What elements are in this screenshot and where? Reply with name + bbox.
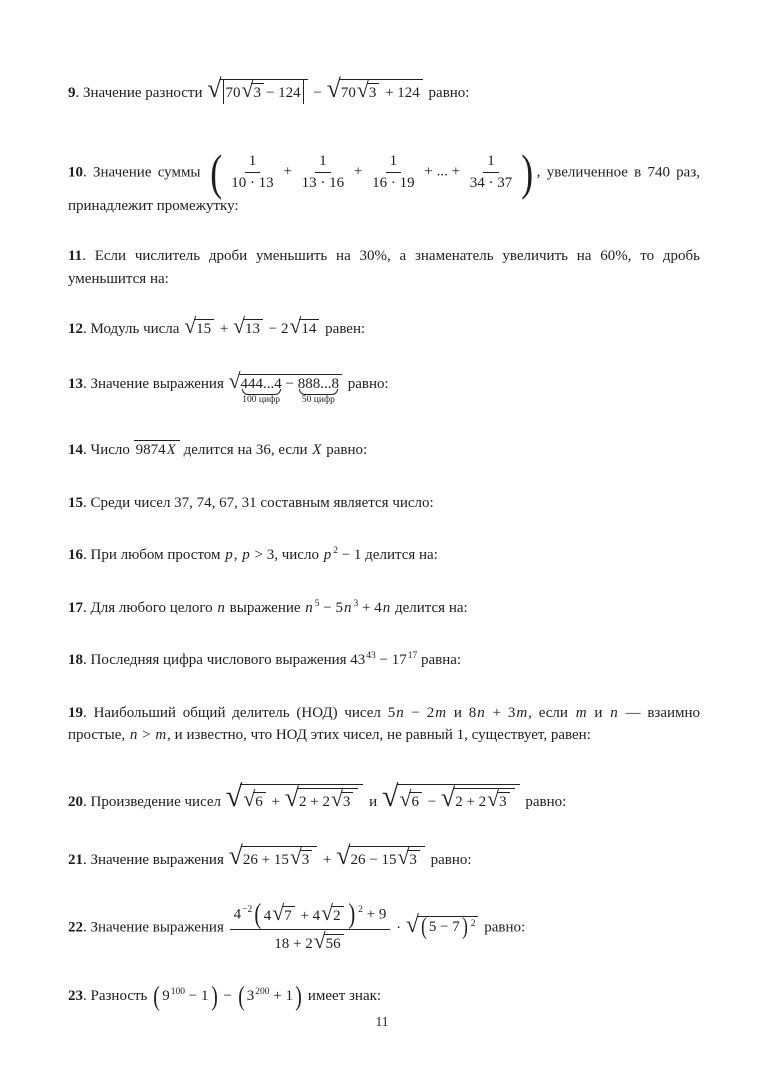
underbrace-group [240, 375, 282, 406]
math-expression [228, 897, 481, 953]
superscript: 3 [353, 598, 359, 609]
fraction [368, 152, 419, 193]
fraction-denominator [270, 930, 349, 955]
math-variable: n [217, 599, 225, 616]
radical-sign-icon: √ [381, 778, 399, 813]
math-variable: n [344, 599, 352, 616]
math-expression [151, 981, 304, 1012]
radical-sign-icon: √ [272, 901, 285, 926]
text-run: 444...4 [240, 375, 282, 392]
problem-number-separator: . [83, 321, 91, 338]
text-run: · [392, 919, 405, 936]
superscript: 43 [366, 651, 376, 662]
fraction [230, 897, 391, 954]
problem-number: 12 [68, 321, 83, 338]
text-run: − [309, 85, 326, 101]
problem-number-separator: . [83, 442, 91, 459]
text-run: делится на: [361, 547, 438, 564]
text-run: − [423, 793, 440, 810]
sqrt-radical [184, 316, 214, 340]
text-run: равно: [521, 793, 567, 810]
radical-sign-icon: √ [184, 314, 197, 339]
problem-number-separator: . [83, 599, 91, 616]
problem-number-separator: . [83, 494, 91, 511]
math-variable: n [610, 704, 618, 721]
math-expression [350, 652, 417, 668]
text-run: Наибольший общий делитель (НОД) чисел [93, 704, 388, 721]
problem-number-separator: . [83, 375, 91, 392]
text-run: 9874 [135, 442, 166, 459]
paren-group [253, 897, 356, 930]
underbrace-label: 100 цифр [242, 395, 281, 406]
problem [68, 368, 700, 406]
problem [68, 144, 701, 218]
text-run: 34 · 37 [469, 175, 513, 192]
text-run: + 124 [381, 85, 420, 101]
text-run: 14 [301, 321, 317, 338]
text-run: 16 · 19 [372, 175, 415, 192]
problem-number: 20 [68, 793, 83, 810]
radical-sign-icon: √ [313, 928, 326, 953]
text-run: + 1 [269, 988, 293, 1005]
text-run: + [279, 164, 296, 181]
fraction-numerator [245, 152, 261, 173]
paren-group [237, 981, 304, 1012]
radical-sign-icon: √ [228, 841, 243, 871]
text-run: 2 + 2 [299, 793, 330, 810]
radical-sign-icon: √ [326, 74, 341, 103]
math-variable: n [396, 704, 404, 721]
text-run: 6 [411, 793, 419, 810]
radical-sign-icon: √ [487, 786, 500, 811]
text-run: Если числитель дроби уменьшить на 30%, а знаменатель увеличить на 60%, то дробь уменьшится на: [68, 248, 700, 287]
problem-number-separator: . [83, 547, 91, 564]
sqrt-radical [313, 928, 344, 955]
text-run: Среди чисел 37, 74, 67, 31 составным является число: [90, 494, 434, 511]
problem-number: 10 [68, 164, 83, 181]
problem-number: 13 [68, 375, 83, 392]
math-variable: n [477, 704, 485, 721]
fraction-numerator [386, 152, 402, 173]
text-run: 26 + 15 [242, 852, 289, 869]
problem-number: 15 [68, 494, 83, 511]
text-run: , если [528, 704, 575, 721]
sqrt-radical [243, 786, 265, 813]
radical-sign-icon: √ [289, 314, 302, 339]
math-variable: n [305, 599, 313, 616]
text-run: − 1 [337, 547, 362, 564]
radical-sign-icon: √ [399, 786, 412, 811]
text-run: + [216, 321, 233, 338]
problem-number: 16 [68, 547, 83, 564]
paren-group [420, 914, 469, 941]
underbrace-label: 50 цифр [301, 395, 335, 406]
text-run: − 1 [185, 988, 209, 1005]
text-run: + 4 [296, 908, 321, 925]
sqrt-radical [207, 76, 307, 104]
text-run: 26 − 15 [350, 852, 397, 869]
text-run: + [319, 852, 336, 869]
text-run: − 17 [375, 652, 407, 669]
text-run: 8 [468, 704, 477, 721]
right-paren: ) [210, 981, 218, 1012]
math-expression [225, 778, 366, 813]
text-run: 4 [263, 908, 272, 925]
text-run: 1 [487, 153, 495, 170]
problem-number-separator: . [83, 652, 91, 669]
radical-sign-icon: √ [207, 74, 222, 103]
paren-group [208, 144, 536, 200]
overline-group [134, 440, 180, 459]
math-expression [304, 600, 391, 616]
math-expression [381, 778, 522, 813]
radical-sign-icon: √ [225, 778, 243, 813]
superscript: 100 [170, 987, 186, 998]
paren-group [152, 981, 219, 1012]
radical-sign-icon: √ [356, 78, 369, 102]
sqrt-radical [399, 786, 422, 813]
text-run: > 3, [250, 547, 278, 564]
fraction-numerator [230, 897, 391, 930]
text-run: Значение суммы [92, 164, 207, 181]
text-run: + [350, 164, 367, 181]
sqrt-radical [331, 786, 353, 813]
sqrt-radical [357, 80, 379, 104]
right-paren: ) [347, 897, 355, 930]
math-variable: p [242, 547, 250, 564]
underbrace-group [297, 375, 339, 406]
problem-number: 17 [68, 599, 83, 616]
sqrt-radical [440, 782, 515, 813]
radical-sign-icon: √ [321, 901, 334, 926]
sqrt-radical [228, 368, 342, 406]
text-run: 10 · 13 [231, 175, 274, 192]
text-run: 70 [225, 85, 241, 101]
math-expression [388, 705, 447, 721]
text-run: 3 [368, 85, 377, 101]
sqrt-radical [336, 843, 425, 871]
problem [68, 245, 700, 290]
problem-number-separator: . [83, 852, 91, 869]
text-run: имеет знак: [304, 988, 382, 1005]
sqrt-radical [327, 76, 423, 104]
text-run: > [138, 727, 155, 744]
text-run: равно: [424, 85, 470, 101]
radical-sign-icon: √ [228, 368, 241, 393]
radical-sign-icon: √ [397, 845, 410, 870]
text-run: 9 [162, 988, 170, 1005]
text-run: 18 + 2 [274, 935, 313, 952]
text-run: 3 [409, 852, 417, 869]
radical-sign-icon: √ [284, 782, 300, 812]
fraction-denominator [298, 173, 349, 193]
math-variable: p [323, 547, 332, 564]
problem-number-separator: . [82, 248, 95, 265]
text-run: Значение выражения [90, 919, 228, 936]
sqrt-radical [487, 786, 509, 813]
text-run: 1 [389, 153, 398, 170]
text-run: 3 [246, 988, 255, 1005]
text-run: число [277, 547, 323, 564]
text-run: 1 [319, 153, 327, 170]
math-variable: m [155, 727, 167, 744]
text-run: + 9 [362, 906, 387, 923]
superscript: 2 [470, 918, 476, 929]
problem [68, 492, 700, 515]
sqrt-radical [284, 782, 359, 813]
problem [68, 597, 700, 620]
math-expression [134, 442, 180, 458]
problem-number-separator: . [83, 919, 91, 936]
superscript: 17 [407, 651, 418, 662]
text-run: 13 · 16 [301, 175, 345, 192]
text-run: 1 [248, 153, 257, 170]
problem [68, 981, 700, 1012]
radical-sign-icon: √ [440, 782, 456, 812]
math-expression [129, 727, 167, 743]
text-run: 3 [499, 793, 507, 810]
text-run: 15 [196, 321, 212, 338]
fraction-denominator [466, 173, 517, 193]
problem-number: 11 [68, 248, 83, 265]
text-run: , [233, 547, 242, 564]
math-variable: X [312, 442, 322, 459]
right-paren: ) [521, 144, 534, 200]
text-run: Модуль числа [90, 321, 184, 338]
absolute-value-group [223, 80, 304, 104]
text-run: Для любого целого [90, 599, 217, 616]
text-run: Последняя цифра числового выражения [90, 652, 351, 669]
text-run: 5 − 7 [428, 919, 460, 936]
sqrt-radical [242, 80, 264, 104]
text-run: равно: [480, 919, 526, 936]
math-variable: m [435, 704, 447, 721]
text-run: + 3 [485, 704, 516, 721]
math-expression [228, 368, 344, 406]
problem-number: 14 [68, 442, 83, 459]
text-run: + 4 [358, 599, 382, 616]
sqrt-radical [405, 911, 479, 941]
fraction-numerator [483, 152, 499, 173]
text-run: 3 [342, 793, 351, 810]
text-run: и [365, 793, 381, 810]
problem-number-separator: . [83, 988, 91, 1005]
problem-number: 18 [68, 652, 83, 669]
math-variable: m [575, 704, 587, 721]
left-paren: ( [420, 914, 427, 941]
problem-number: 9 [68, 85, 76, 101]
problem [68, 316, 700, 341]
text-run: − 2 [404, 704, 435, 721]
math-expression [311, 442, 322, 458]
text-run: выражение [225, 599, 305, 616]
problem-number-separator: . [83, 793, 91, 810]
fraction [466, 152, 517, 193]
text-run: 70 [340, 85, 356, 101]
math-expression [216, 600, 226, 616]
text-run: Произведение чисел [90, 793, 225, 810]
sqrt-radical [289, 316, 319, 340]
math-expression [609, 705, 619, 721]
text-run: равно: [322, 442, 368, 459]
superscript: 5 [314, 598, 320, 609]
text-run: Разность [90, 988, 152, 1005]
math-variable: p [225, 547, 233, 564]
sqrt-radical [233, 316, 263, 340]
superscript: −2 [242, 905, 253, 916]
fraction-denominator [368, 173, 419, 193]
text-run: равно: [344, 375, 389, 392]
math-variable: m [516, 704, 528, 721]
radical-sign-icon: √ [405, 911, 419, 938]
text-run: При любом простом [90, 547, 225, 564]
text-run: равна: [417, 652, 462, 669]
text-run: 56 [325, 935, 341, 952]
math-expression [323, 547, 362, 563]
text-run: 5 [387, 704, 396, 721]
page-number: 11 [375, 1014, 389, 1029]
text-run: 13 [245, 321, 261, 338]
text-run: и [447, 704, 469, 721]
left-paren: ( [153, 981, 161, 1012]
fraction [298, 152, 349, 193]
math-expression [183, 314, 321, 339]
math-expression [469, 705, 528, 721]
problem-number-separator: . [83, 164, 93, 181]
sqrt-radical [272, 903, 294, 927]
text-run: и [587, 704, 610, 721]
problem-number-separator: . [83, 704, 94, 721]
sqrt-radical [290, 847, 312, 871]
problem-number: 19 [68, 704, 83, 721]
text-run: − [281, 375, 298, 392]
fraction-denominator [227, 173, 278, 193]
problem-number: 22 [68, 919, 83, 936]
text-run: 7 [284, 908, 292, 925]
sqrt-radical [225, 778, 364, 813]
text-run: − 2 [265, 321, 289, 338]
text-run: Значение разности [83, 85, 207, 101]
text-run: − 124 [265, 85, 301, 101]
problem [68, 843, 700, 872]
text-run: + [267, 793, 284, 810]
text-run: — взаимно простые, [68, 704, 701, 744]
radical-sign-icon: √ [241, 78, 254, 102]
problem-number: 21 [68, 852, 83, 869]
problem [68, 897, 700, 954]
math-expression [224, 547, 278, 563]
text-run: 3 [301, 852, 310, 869]
text-run: 4 [233, 906, 242, 923]
problem [68, 778, 700, 814]
problem-list [68, 74, 701, 1012]
problem [68, 702, 700, 747]
math-expression [575, 705, 588, 721]
problem [68, 76, 700, 105]
radical-sign-icon: √ [336, 841, 351, 871]
math-variable: n [382, 599, 391, 616]
text-run: равно: [426, 852, 472, 869]
text-run: − 5 [319, 599, 343, 616]
text-run: делится на 36, если [179, 442, 312, 459]
radical-sign-icon: √ [233, 314, 246, 339]
right-paren: ) [295, 981, 302, 1012]
math-expression [228, 841, 427, 871]
problem [68, 439, 700, 462]
problem-number-separator: . [75, 85, 83, 101]
text-run: 6 [255, 793, 263, 810]
text-run: 2 + 2 [455, 793, 487, 810]
problem [68, 649, 700, 672]
text-run: , и известно, что НОД этих чисел, не равный 1, существует, равен: [167, 727, 591, 744]
math-expression [206, 74, 425, 103]
text-run: Значение выражения [90, 852, 228, 869]
text-run: 3 [253, 85, 261, 101]
text-run: 43 [350, 652, 366, 669]
text-run: , [536, 164, 541, 181]
right-paren: ) [461, 914, 468, 941]
problem-number: 23 [68, 988, 83, 1005]
sqrt-radical [381, 778, 520, 813]
superscript: 200 [255, 987, 270, 998]
text-run: 888...8 [297, 375, 339, 392]
sqrt-radical [229, 843, 318, 871]
radical-sign-icon: √ [243, 786, 256, 811]
text-run: Значение выражения [90, 375, 228, 392]
left-paren: ( [237, 981, 245, 1012]
left-paren: ( [210, 144, 222, 200]
radical-sign-icon: √ [289, 845, 302, 870]
text-run: увеличенное в 740 раз, принадлежит промежутку: [68, 164, 701, 214]
fraction-numerator [315, 152, 331, 173]
sqrt-radical [397, 847, 419, 871]
fraction [227, 152, 278, 193]
text-run: + ... + [420, 164, 464, 181]
text-run: 2 [333, 908, 341, 925]
math-variable: X [166, 442, 176, 459]
math-variable: n [129, 727, 138, 744]
text-run: равен: [321, 321, 366, 338]
problem [68, 544, 700, 567]
superscript: 2 [333, 546, 338, 557]
superscript: 2 [358, 905, 363, 916]
text-run: делится на: [391, 599, 468, 616]
radical-sign-icon: √ [331, 786, 343, 811]
left-paren: ( [254, 897, 262, 930]
sqrt-radical [321, 903, 343, 927]
text-run: − [219, 988, 236, 1005]
text-run: Число [90, 442, 134, 459]
